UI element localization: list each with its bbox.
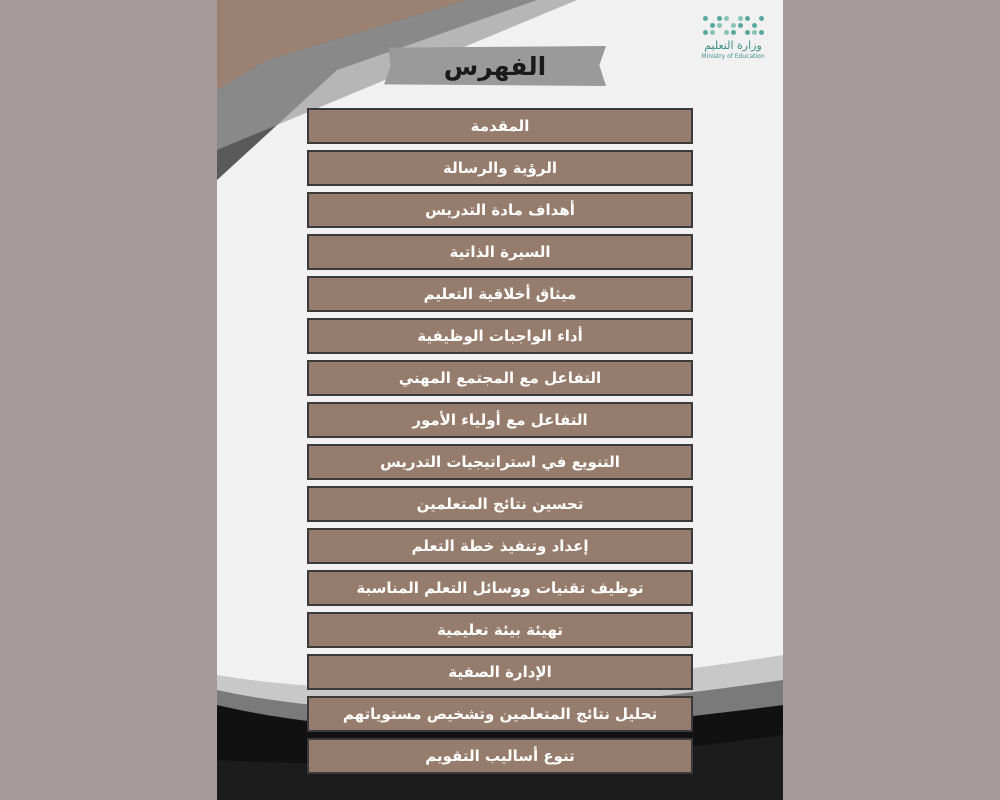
- logo-dot: [738, 30, 743, 35]
- logo-dot: [759, 16, 764, 21]
- logo-dot: [724, 23, 729, 28]
- logo-dot: [738, 16, 743, 21]
- logo-dot: [703, 16, 708, 21]
- logo-dot: [759, 30, 764, 35]
- toc-item[interactable]: التفاعل مع أولياء الأمور: [307, 402, 693, 438]
- logo-dot: [710, 16, 715, 21]
- logo-dot: [738, 23, 743, 28]
- toc-item[interactable]: تهيئة بيئة تعليمية: [307, 612, 693, 648]
- logo-dot: [745, 23, 750, 28]
- logo-dot: [731, 23, 736, 28]
- page-title: الفهرس: [443, 51, 547, 81]
- logo-dot: [752, 30, 757, 35]
- ministry-logo: [695, 16, 771, 60]
- logo-dot: [731, 16, 736, 21]
- logo-dot: [752, 16, 757, 21]
- toc-item[interactable]: المقدمة: [307, 108, 693, 144]
- logo-dots-icon: [703, 16, 764, 35]
- toc-item[interactable]: ميثاق أخلاقية التعليم: [307, 276, 693, 312]
- logo-dot: [724, 16, 729, 21]
- toc-item[interactable]: الرؤية والرسالة: [307, 150, 693, 186]
- toc-item[interactable]: تحسين نتائج المتعلمين: [307, 486, 693, 522]
- toc-item[interactable]: أداء الواجبات الوظيفية: [307, 318, 693, 354]
- logo-dot: [759, 23, 764, 28]
- toc-item[interactable]: إعداد وتنفيذ خطة التعلم: [307, 528, 693, 564]
- logo-english-text: Ministry of Education: [701, 53, 765, 60]
- toc-item[interactable]: أهداف مادة التدريس: [307, 192, 693, 228]
- toc-item[interactable]: التنويع في استراتيجيات التدريس: [307, 444, 693, 480]
- logo-dot: [731, 30, 736, 35]
- logo-dot: [745, 30, 750, 35]
- toc-item[interactable]: توظيف تقنيات ووسائل التعلم المناسبة: [307, 570, 693, 606]
- logo-dot: [710, 30, 715, 35]
- logo-dot: [745, 16, 750, 21]
- toc-item[interactable]: تنوع أساليب التقويم: [307, 738, 693, 774]
- logo-dot: [724, 30, 729, 35]
- toc-item[interactable]: الإدارة الصفية: [307, 654, 693, 690]
- logo-dot: [703, 30, 708, 35]
- toc-item[interactable]: التفاعل مع المجتمع المهني: [307, 360, 693, 396]
- logo-dot: [752, 23, 757, 28]
- table-of-contents: [307, 108, 693, 780]
- logo-arabic-text: وزارة التعليم: [704, 39, 762, 52]
- logo-dot: [703, 23, 708, 28]
- toc-item[interactable]: السيرة الذاتية: [307, 234, 693, 270]
- logo-dot: [717, 16, 722, 21]
- logo-dot: [717, 23, 722, 28]
- toc-item[interactable]: تحليل نتائج المتعلمين وتشخيص مستوياتهم: [307, 696, 693, 732]
- logo-dot: [717, 30, 722, 35]
- logo-dot: [710, 23, 715, 28]
- document-page: [217, 0, 783, 800]
